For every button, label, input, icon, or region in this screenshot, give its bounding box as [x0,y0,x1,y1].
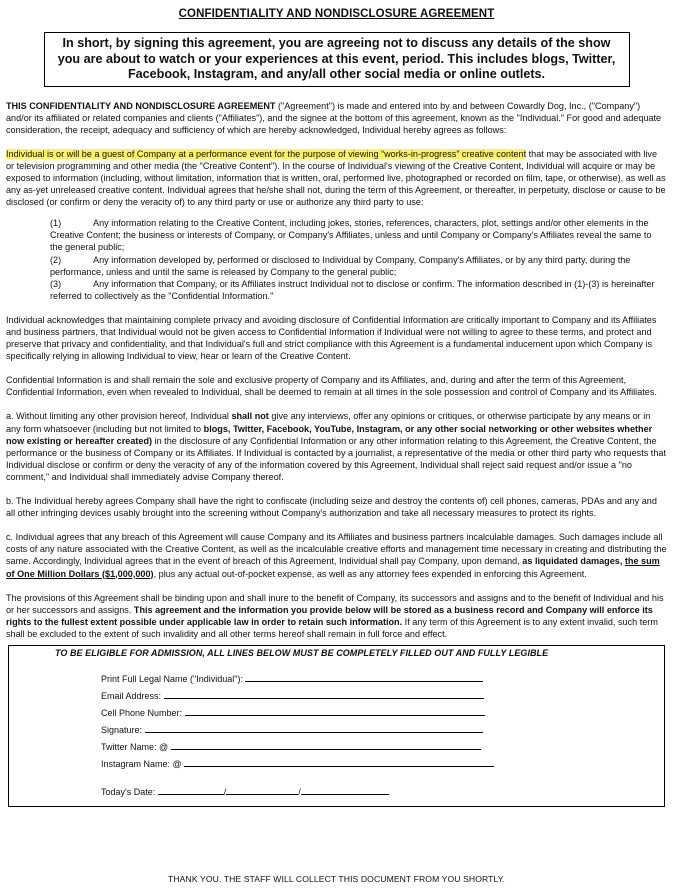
date-label: Today's Date: [101,786,156,797]
date-year-input[interactable] [301,785,389,795]
intro-paragraph [6,100,667,136]
date-field [101,785,389,797]
form-heading: TO BE ELIGIBLE FOR ADMISSION, ALL LINES BELOW MUST BE COMPLETELY FILLED OUT AND FULLY LEGIBLE [55,647,549,658]
date-separator: / [298,786,301,797]
guest-text: that may be associated with live or television programming and other media (the "Creative Content"). In the course of Individual's viewing of the Creative Content, Individual will acquire or may be exposed to information (including, without limitation, information that is written, oral, performed live, photographed or recorded on film, tape, or otherwise), as well as any as-yet unreleased creative content. Individual agrees that he/she shall not, during the term of this Agreement, or thereafter, in perpetuity, disclose or cause to be disclosed (or confirm or deny the veracity of) to any third party or use or authorize any third party to use: [6,148,666,208]
intro-bold: THIS CONFIDENTIALITY AND NONDISCLOSURE AGREEMENT [6,100,276,111]
email-field [101,689,484,701]
guest-paragraph [6,148,667,208]
signature-input[interactable] [145,723,483,733]
twitter-field [101,740,481,752]
item-number: (2) [50,254,62,265]
date-separator: / [223,786,227,797]
twitter-label: Twitter Name: @ [101,741,169,752]
document-title: CONFIDENTIALITY AND NONDISCLOSURE AGREEMENT [178,8,495,20]
clause-b-paragraph: b. The Individual hereby agrees Company shall have the right to confiscate (including seize and destroy the contents of) cell phones, cameras, PDAs and any and all other infringing devices usably brought into the screening without Company's authorization and take all necessary measures to protect its rights. [6,496,657,519]
confidential-items-list [50,217,665,302]
signature-label: Signature: [101,724,143,735]
final-text-2: If any term of this Agreement is to any extent invalid, such term shall be excluded to the extent of such invalidity and all other terms hereof shall remain in full force and effect. [6,616,658,639]
intro-text: ("Agreement") is made and entered into by and between Cowardly Dog, Inc., ("Company") and/or its affiliated or related companies and clients ("Affiliates"), and the signee at the bottom of this agreement, known as the "Individual." For good and adequate consideration, the receipt, adequacy and sufficiency of which are hereby acknowledged, Individual hereby agrees as follows: [6,100,662,135]
item-text: Any information developed by, performed or disclosed to Individual by Company, Company's Affiliates, or by any third party, during the performance, unless and until the same is released by Company to the general public; [50,254,631,277]
list-item [50,254,665,278]
instagram-label: Instagram Name: @ [101,758,182,769]
clause-c-bold: as liquidated damages, [522,556,625,567]
item-number: (1) [50,218,62,229]
list-item [50,217,665,253]
clause-a-text-3: in the disclosure of any Confidential Information or any other information relating to this Agreement, the Creative Content, the performance or the business of Company or its Affiliates. If Individual is contacted by a journalist, a representative of the media or other third party who requests that Individual disclose or confirm or deny the veracity of any of the information covered by this Agreement, Individual shall reject said request and/or issue a "no comment," and Individual shall immediately advise Company thereof. [6,435,666,482]
list-item [50,278,665,302]
clause-a-text-2: give any interviews, offer any opinions or critiques, or otherwise participate by any means or in any form whatsoever (including but not limited to [6,411,651,434]
clause-c-damages-amount: the sum of One Million Dollars ($1,000,000) [6,556,660,579]
item-number: (3) [50,278,62,289]
signature-field [101,723,483,735]
item-text: Any information that Company, or its Affiliates instruct Individual not to disclose or confirm. The information described in (1)-(3) is hereinafter referred to collectively as the "Confidential Information." [50,278,655,301]
property-paragraph: Confidential Information is and shall remain the sole and exclusive property of Company and its Affiliates, and, during and after the term of this Agreement, Confidential Information, even when revealed to Individual, shall be deemed to remain at all times in the sole possession and control of Company and its Affiliates. [6,375,657,398]
full-name-field [101,672,483,684]
clause-a-bold-1: shall not [231,411,269,422]
signup-form [8,645,665,807]
acknowledge-paragraph: Individual acknowledges that maintaining complete privacy and avoiding disclosure of Confidential Information are critically important to Company and its Affiliates and business partners, that Individual would not be given access to Confidential Information if Individual were not willing to agree to these terms, and protect and preserve that privacy and confidentiality, and that Individual's full and strict compliance with this Agreement is a fundamental inducement upon which Company is specifically relying in allowing Individual to view, hear or learn of the Creative Content. [6,314,657,362]
phone-input[interactable] [185,706,485,716]
final-text-1: The provisions of this Agreement shall be binding upon and shall inure to the benefit of Company, its successors and assigns and to the benefit of Individual and his or her successors and assigns. [6,592,664,615]
clause-a-paragraph [6,410,667,483]
clause-c-text-1: c. Individual agrees that any breach of this Agreement will cause Company and its Affiliates and business partners incalculable damages. Such damages include all costs of any nature associated with the Creative Content, as well as the incalculable creative efforts and management time necessary in creating and distributing the same. Accordingly, Individual agrees that in the event of breach of this Agreement, Individual shall pay Company, upon demand, [6,532,667,567]
instagram-input[interactable] [184,757,494,767]
highlighted-text: Individual is or will be a guest of Company at a performance event for the purpose of viewing “works-in-progress” creative content [6,148,527,159]
summary-box: In short, by signing this agreement, you are agreeing not to discuss any details of the show you are about to watch or your experiences at this event, period. This includes blogs, Twitter, Facebook, Instagram, and any/all other social media or online outlets. [44,32,630,87]
date-day-input[interactable] [223,785,298,797]
item-text: Any information relating to the Creative Content, including jokes, stories, references, characters, plot, settings and/or other elements in the Creative Content; the business or interests of Company, or Company's Affiliates, unless and until Company or Company's Affiliates reveal the same to the general public; [50,218,652,253]
email-label: Email Address: [101,690,162,701]
clause-a-bold-2: blogs, Twitter, Facebook, YouTube, Instagram, or any other social networking or other websites whether now existing or hereafter created) [6,423,653,446]
clause-c-paragraph [6,531,667,579]
full-name-input[interactable] [245,672,483,682]
instagram-field [101,757,494,769]
phone-label: Cell Phone Number: [101,707,183,718]
final-bold: This agreement and the information you provide below will be stored as a business record and Company will enforce its rights to the fullest extent possible under applicable law in order to retain such information. [6,604,653,627]
phone-field [101,706,485,718]
footer-note: THANK YOU. THE STAFF WILL COLLECT THIS DOCUMENT FROM YOU SHORTLY. [168,874,505,884]
full-name-label: Print Full Legal Name ("Individual"): [101,673,243,684]
final-paragraph [6,592,667,640]
clause-c-text-2: , plus any actual out-of-pocket expense, as well as any attorney fees expended in enforcing this Agreement. [153,568,587,579]
date-month-input[interactable] [158,785,224,795]
clause-a-text-1: a. Without limiting any other provision hereof, Individual [6,411,232,422]
email-input[interactable] [164,689,484,699]
twitter-input[interactable] [171,740,481,750]
